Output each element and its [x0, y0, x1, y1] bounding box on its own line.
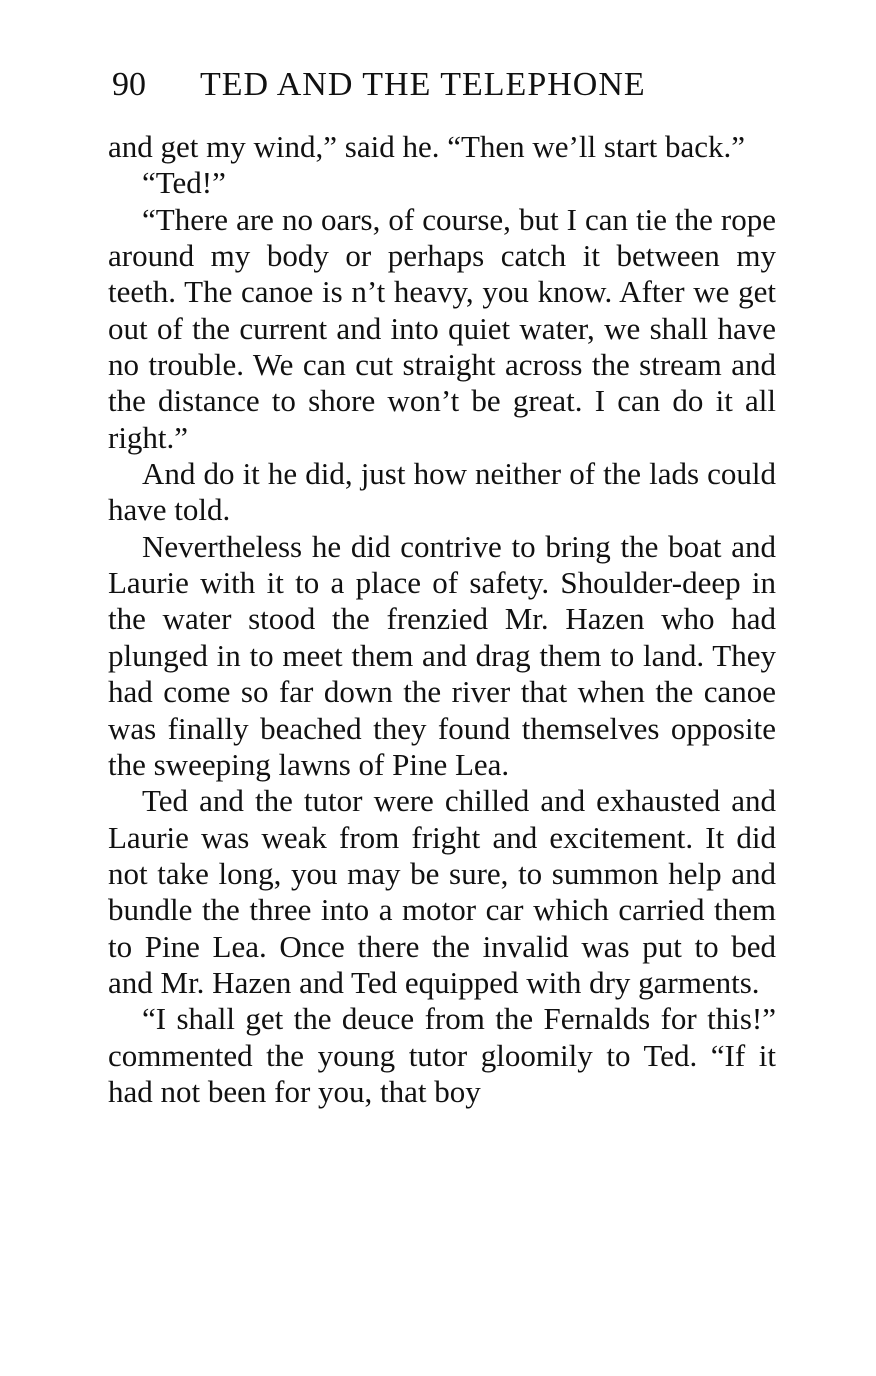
paragraph-chilled: Ted and the tutor were chilled and exhausted and Laurie was weak from fright and excitement. It did not take long, you may be sure, to summon help and bundle the three into a motor car which carried them to Pine Lea. Once there the invalid was put to bed and Mr. Hazen and Ted equipped with dry garments.	[108, 783, 776, 1000]
paragraph-continuation: and get my wind,” said he. “Then we’ll start back.”	[108, 129, 745, 164]
paragraph-fernalds: “I shall get the deuce from the Fernalds for this!” commented the young tutor gloomily to Ted. “If it had not been for you, that boy	[108, 1001, 776, 1109]
running-title: TED AND THE TELEPHONE	[200, 66, 646, 103]
page-header	[112, 62, 732, 108]
body-text	[108, 129, 776, 1110]
paragraph-nevertheless: Nevertheless he did contrive to bring the boat and Laurie with it to a place of safety. Shoulder-deep in the water stood the frenzied Mr. Hazen who had plunged in to meet them and drag them to land. They had come so far down the river that when the canoe was finally beached they found themselves opposite the sweeping lawns of Pine Lea.	[108, 528, 776, 782]
paragraph-ted-exclamation: “Ted!”	[142, 165, 226, 201]
paragraph-no-oars: “There are no oars, of course, but I can tie the rope around my body or perhaps catch it between my teeth. The canoe is n’t heavy, you know. After we get out of the current and into quiet water, we shall have no trouble. We can cut straight across the stream and the distance to shore won’t be great. I can do it all right.”	[108, 201, 776, 455]
paragraph-do-it: And do it he did, just how neither of the lads could have told.	[108, 456, 776, 528]
page-number: 90	[112, 66, 146, 103]
